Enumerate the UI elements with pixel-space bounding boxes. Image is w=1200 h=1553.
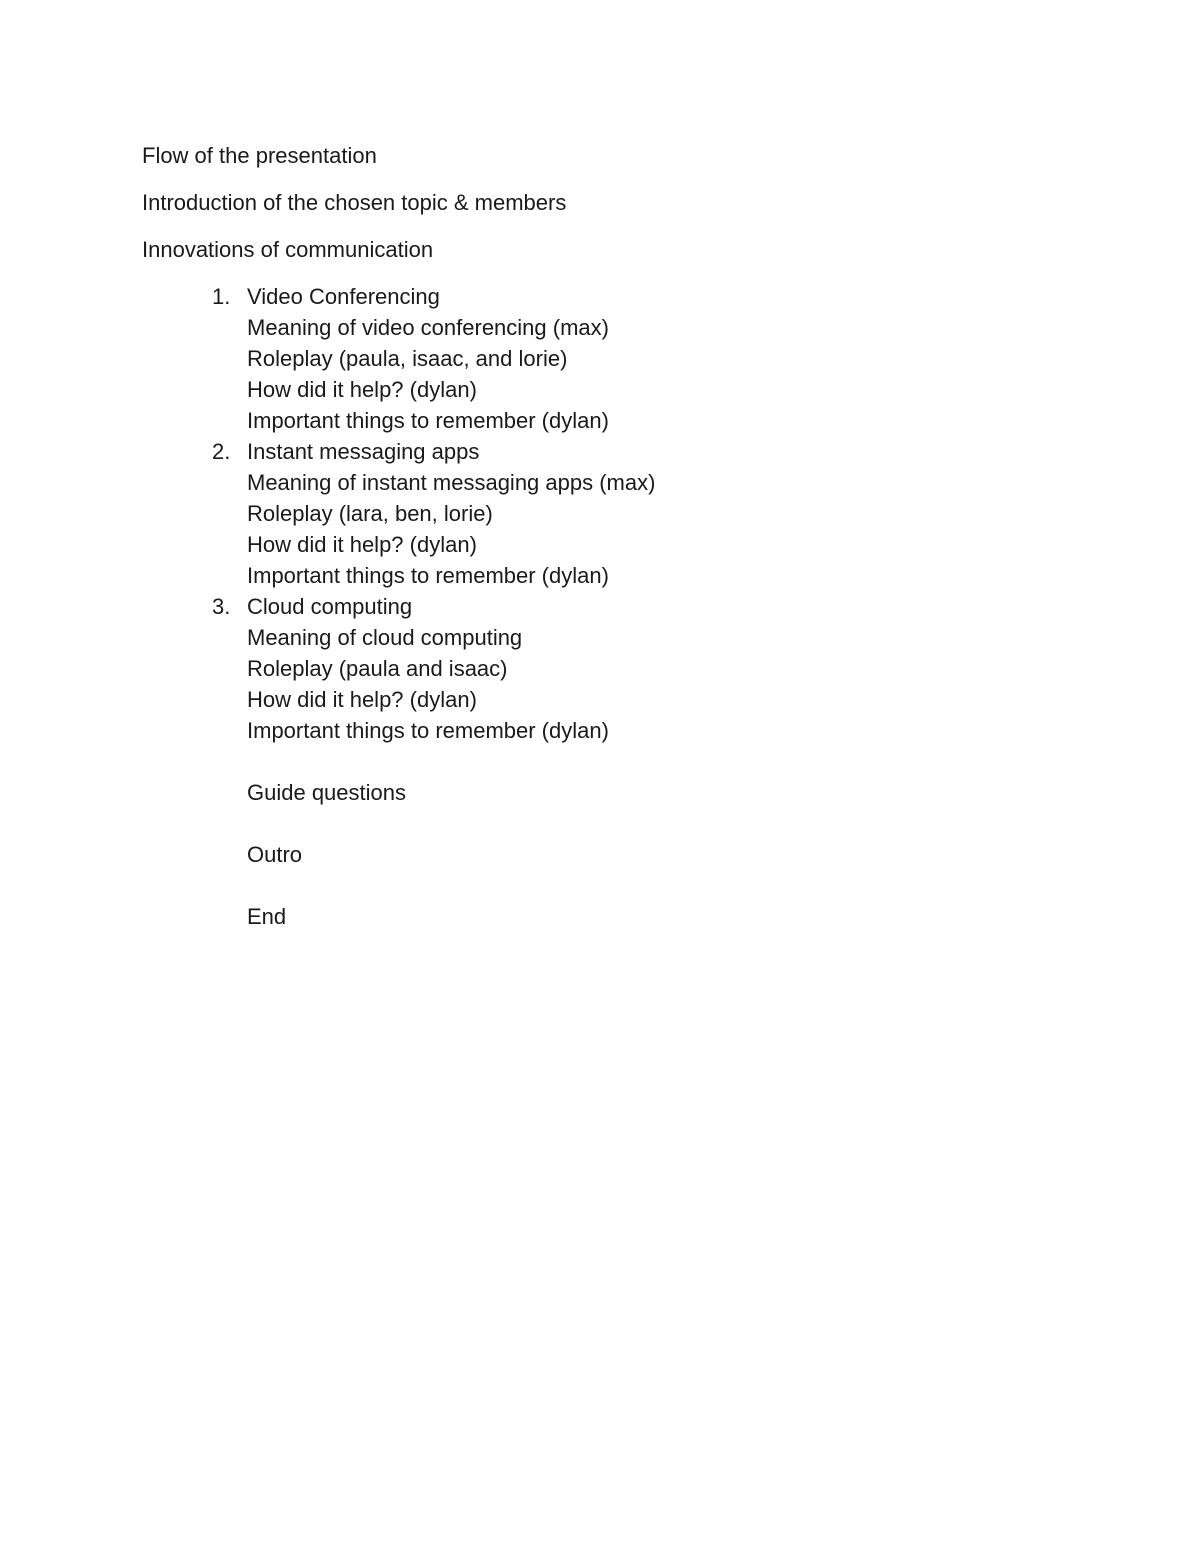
list-item-title: Cloud computing — [247, 594, 413, 619]
list-item-title: Video Conferencing — [247, 284, 440, 309]
guide-questions-line: Guide questions — [247, 780, 406, 805]
list-subline: How did it help? (dylan) — [247, 532, 477, 557]
document-body — [142, 140, 1042, 963]
outro-line: Outro — [247, 842, 303, 867]
list-subline: Important things to remember (dylan) — [247, 408, 609, 433]
list-number: 3. — [212, 594, 231, 619]
list-subline: How did it help? (dylan) — [247, 687, 477, 712]
list-number: 1. — [212, 284, 231, 309]
section-title: Innovations of communication — [142, 237, 434, 262]
list-subline: Roleplay (paula, isaac, and lorie) — [247, 346, 568, 371]
list-subline: Important things to remember (dylan) — [247, 563, 609, 588]
innovations-list — [212, 281, 1042, 746]
end-line: End — [247, 904, 287, 929]
intro-line: Introduction of the chosen topic & members — [142, 190, 567, 215]
list-subline: Meaning of video conferencing (max) — [247, 315, 609, 340]
list-subline: Important things to remember (dylan) — [247, 718, 609, 743]
list-subline: How did it help? (dylan) — [247, 377, 477, 402]
list-subline: Roleplay (lara, ben, lorie) — [247, 501, 493, 526]
list-subline: Meaning of cloud computing — [247, 625, 523, 650]
list-number: 2. — [212, 439, 231, 464]
list-item-title: Instant messaging apps — [247, 439, 480, 464]
list-item — [212, 436, 1042, 591]
document-heading: Flow of the presentation — [142, 143, 377, 168]
list-item — [212, 281, 1042, 436]
list-subline: Roleplay (paula and isaac) — [247, 656, 508, 681]
list-subline: Meaning of instant messaging apps (max) — [247, 470, 656, 495]
closing-section — [247, 777, 1042, 932]
list-item — [212, 591, 1042, 746]
